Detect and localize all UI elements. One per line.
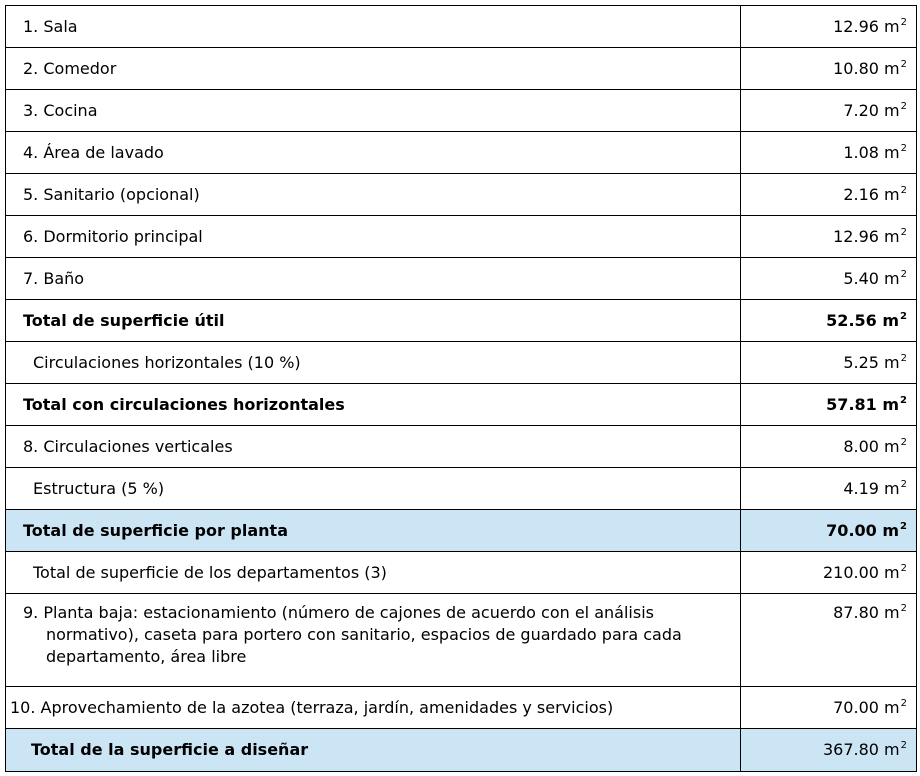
table-row-total-highlighted [6,510,917,552]
row-value: 8.00 $m^2$ [741,426,917,468]
row-label: Total con circulaciones horizontales [6,384,741,426]
row-label: Total de superficie por planta [6,510,741,552]
table-row-grand-total [6,729,917,772]
row-value: 70.00 $m^2$ [741,687,917,729]
table-row-subtotal [6,300,917,342]
table-row [6,132,917,174]
table-row [6,48,917,90]
row-value: 4.19 $m^2$ [741,468,917,510]
row-label: 1. Sala [6,6,741,48]
row-label: 6. Dormitorio principal [6,216,741,258]
table-row [6,468,917,510]
row-value: 87.80 $m^2$ [741,594,917,687]
row-label: 5. Sanitario (opcional) [6,174,741,216]
row-label: Circulaciones horizontales (10 %) [6,342,741,384]
table-row [6,687,917,729]
table-row [6,552,917,594]
row-label-line: normativo), caseta para portero con sanitario, espacios de guardado para cada [46,625,682,644]
row-label: Total de superficie útil [6,300,741,342]
table-row [6,174,917,216]
row-label: Total de la superficie a diseñar [6,729,741,772]
row-label: 2. Comedor [6,48,741,90]
table-row [6,258,917,300]
table-row-subtotal [6,384,917,426]
table-row [6,6,917,48]
row-value: 57.81 $m^2$ [741,384,917,426]
surface-area-table [5,5,917,772]
row-label: 8. Circulaciones verticales [6,426,741,468]
row-value: 12.96 $m^2$ [741,216,917,258]
row-value: 5.40 $m^2$ [741,258,917,300]
row-label: 10. Aprovechamiento de la azotea (terraza, jardín, amenidades y servicios) [6,687,741,729]
table-row [6,594,917,687]
table-row [6,342,917,384]
table-row [6,90,917,132]
row-label-line: departamento, área libre [46,647,247,666]
row-value: 5.25 $m^2$ [741,342,917,384]
row-label-multiline [6,594,741,687]
row-value: 10.80 $m^2$ [741,48,917,90]
row-value: 367.80 $m^2$ [741,729,917,772]
table-row [6,426,917,468]
row-label: Estructura (5 %) [6,468,741,510]
row-label-line: 9. Planta baja: estacionamiento (número de cajones de acuerdo con el análisis [23,603,654,622]
table-row [6,216,917,258]
row-label: Total de superficie de los departamentos (3) [6,552,741,594]
row-value: 210.00 $m^2$ [741,552,917,594]
row-value: 1.08 $m^2$ [741,132,917,174]
row-value: 52.56 $m^2$ [741,300,917,342]
row-label: 3. Cocina [6,90,741,132]
row-value: 70.00 $m^2$ [741,510,917,552]
row-value: 7.20 $m^2$ [741,90,917,132]
row-value: 12.96 $m^2$ [741,6,917,48]
row-value: 2.16 $m^2$ [741,174,917,216]
row-label: 4. Área de lavado [6,132,741,174]
row-label: 7. Baño [6,258,741,300]
